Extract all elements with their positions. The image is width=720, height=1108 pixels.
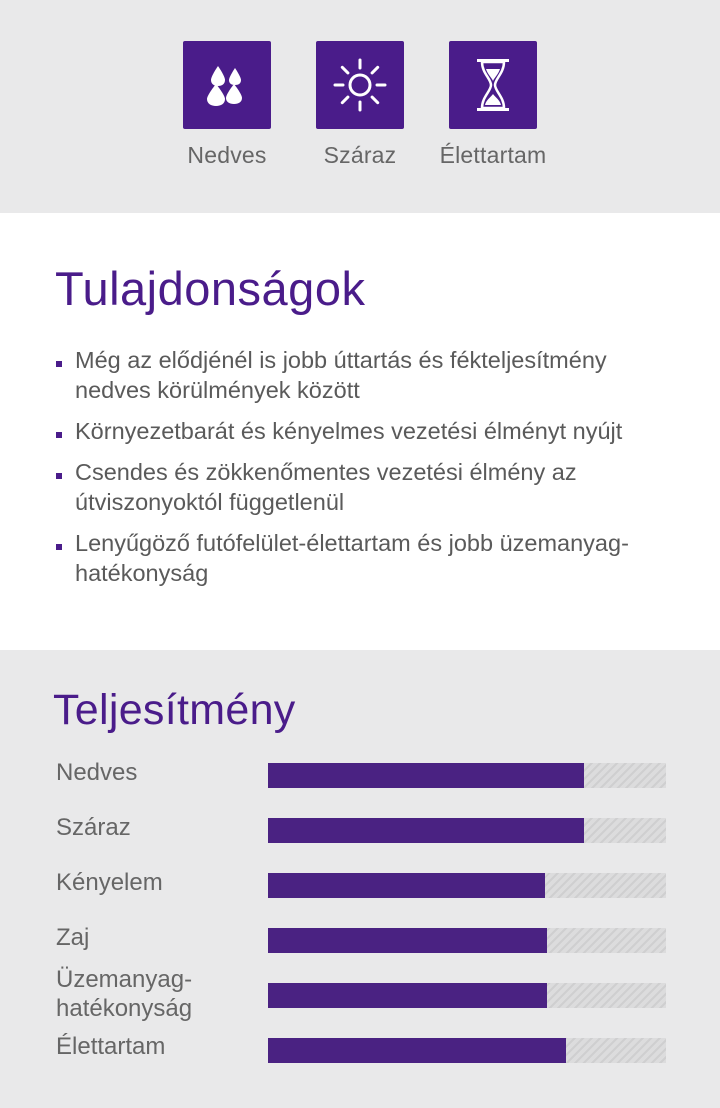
performance-bar-fill [268, 873, 545, 898]
performance-row-wet [56, 758, 666, 808]
icon-item-lifetime [423, 41, 563, 169]
performance-bar-track [268, 928, 666, 953]
performance-bar-track [268, 763, 666, 788]
properties-title: Tulajdonságok [55, 262, 366, 315]
icon-item-wet [157, 41, 297, 169]
performance-row-comfort [56, 868, 666, 918]
list-item: Környezetbarát és kényelmes vezetési élményt nyújt [55, 416, 675, 446]
performance-title: Teljesítmény [53, 686, 296, 734]
list-item: Lenyűgöző futófelület-élettartam és jobb üzemanyag-hatékonyság [55, 528, 675, 588]
performance-bar-track [268, 873, 666, 898]
performance-bar-track [268, 983, 666, 1008]
performance-section [0, 650, 720, 1108]
performance-bar-fill [268, 818, 584, 843]
properties-section [0, 213, 720, 650]
performance-bar-fill [268, 928, 547, 953]
performance-bar-track [268, 818, 666, 843]
performance-label: Zaj [56, 924, 90, 951]
icon-header [0, 0, 720, 213]
icon-label-wet: Nedves [187, 142, 267, 168]
performance-bar-fill [268, 1038, 566, 1063]
performance-label: Élettartam [56, 1033, 166, 1060]
icon-label-dry: Száraz [323, 142, 397, 168]
icon-label-lifetime: Élettartam [439, 142, 547, 168]
performance-label: Kényelem [56, 869, 163, 896]
performance-label: Száraz [56, 814, 131, 841]
performance-row-fuel-efficiency [56, 965, 666, 1025]
performance-bar-fill [268, 983, 547, 1008]
performance-row-dry [56, 813, 666, 863]
icon-item-dry [290, 41, 430, 169]
properties-list [55, 345, 675, 599]
performance-bar-fill [268, 763, 584, 788]
performance-row-lifetime [56, 1032, 666, 1082]
performance-label: Üzemanyag- hatékonyság [56, 966, 193, 1022]
list-item: Még az elődjénél is jobb úttartás és fékteljesítmény nedves körülmények között [55, 345, 675, 405]
performance-bar-track [268, 1038, 666, 1063]
wet-icon [183, 41, 271, 129]
hourglass-icon [449, 41, 537, 129]
sun-icon [316, 41, 404, 129]
performance-label: Nedves [56, 759, 138, 786]
list-item: Csendes és zökkenőmentes vezetési élmény az útviszonyoktól függetlenül [55, 457, 675, 517]
